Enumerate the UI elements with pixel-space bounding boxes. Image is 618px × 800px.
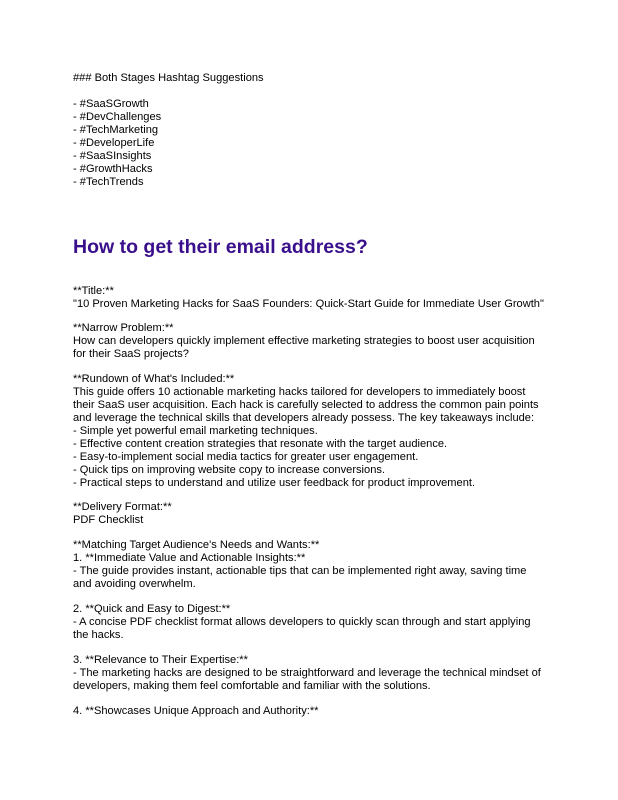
hashtag-item: - #SaaSInsights [73,150,152,162]
rundown-line: - Effective content creation strategies that resonate with the target audience. [73,438,448,450]
rundown-line: their SaaS user acquisition. Each hack is carefully selected to address the common pain points [73,399,539,411]
matching-point-line: developers, making them feel comfortable and familiar with the solutions. [73,680,431,692]
delivery-label: **Delivery Format:** [73,501,172,513]
hashtag-section-title: ### Both Stages Hashtag Suggestions [73,72,264,84]
matching-point-title: 4. **Showcases Unique Approach and Authority:** [73,705,319,717]
rundown-line: and leverage the technical skills that developers already possess. The key takeaways include: [73,412,535,424]
matching-point-line: - The guide provides instant, actionable tips that can be implemented right away, saving time [73,565,527,577]
hashtag-item: - #SaaSGrowth [73,98,149,110]
hashtag-item: - #GrowthHacks [73,163,153,175]
rundown-line: - Easy-to-implement social media tactics for greater user engagement. [73,451,419,463]
matching-point-line: and avoiding overwhelm. [73,578,196,590]
hashtag-item: - #TechMarketing [73,124,159,136]
matching-point-line: the hacks. [73,629,124,641]
hashtag-item: - #DevChallenges [73,111,162,123]
narrow-problem-label: **Narrow Problem:** [73,322,174,334]
matching-point-line: - A concise PDF checklist format allows developers to quickly scan through and start applying [73,616,531,628]
delivery-value: PDF Checklist [73,514,144,526]
hashtag-item: - #TechTrends [73,176,144,188]
title-label: **Title:** [73,285,114,297]
rundown-line: - Simple yet powerful email marketing techniques. [73,425,318,437]
section-heading: How to get their email address? [73,236,368,258]
title-value: "10 Proven Marketing Hacks for SaaS Founders: Quick-Start Guide for Immediate User Growth" [73,298,544,310]
narrow-problem-line: How can developers quickly implement effective marketing strategies to boost user acquisition [73,335,535,347]
rundown-line: This guide offers 10 actionable marketing hacks tailored for developers to immediately boost [73,386,526,398]
matching-point-title: 2. **Quick and Easy to Digest:** [73,603,231,615]
hashtag-item: - #DeveloperLife [73,137,155,149]
matching-point-line: - The marketing hacks are designed to be straightforward and leverage the technical mindset of [73,667,541,679]
matching-point-title: 3. **Relevance to Their Expertise:** [73,654,248,666]
matching-point-title: 1. **Immediate Value and Actionable Insights:** [73,552,306,564]
matching-label: **Matching Target Audience's Needs and Wants:** [73,539,320,551]
rundown-line: - Quick tips on improving website copy to increase conversions. [73,464,385,476]
rundown-line: - Practical steps to understand and utilize user feedback for product improvement. [73,477,476,489]
rundown-label: **Rundown of What's Included:** [73,373,235,385]
narrow-problem-line: for their SaaS projects? [73,348,189,360]
